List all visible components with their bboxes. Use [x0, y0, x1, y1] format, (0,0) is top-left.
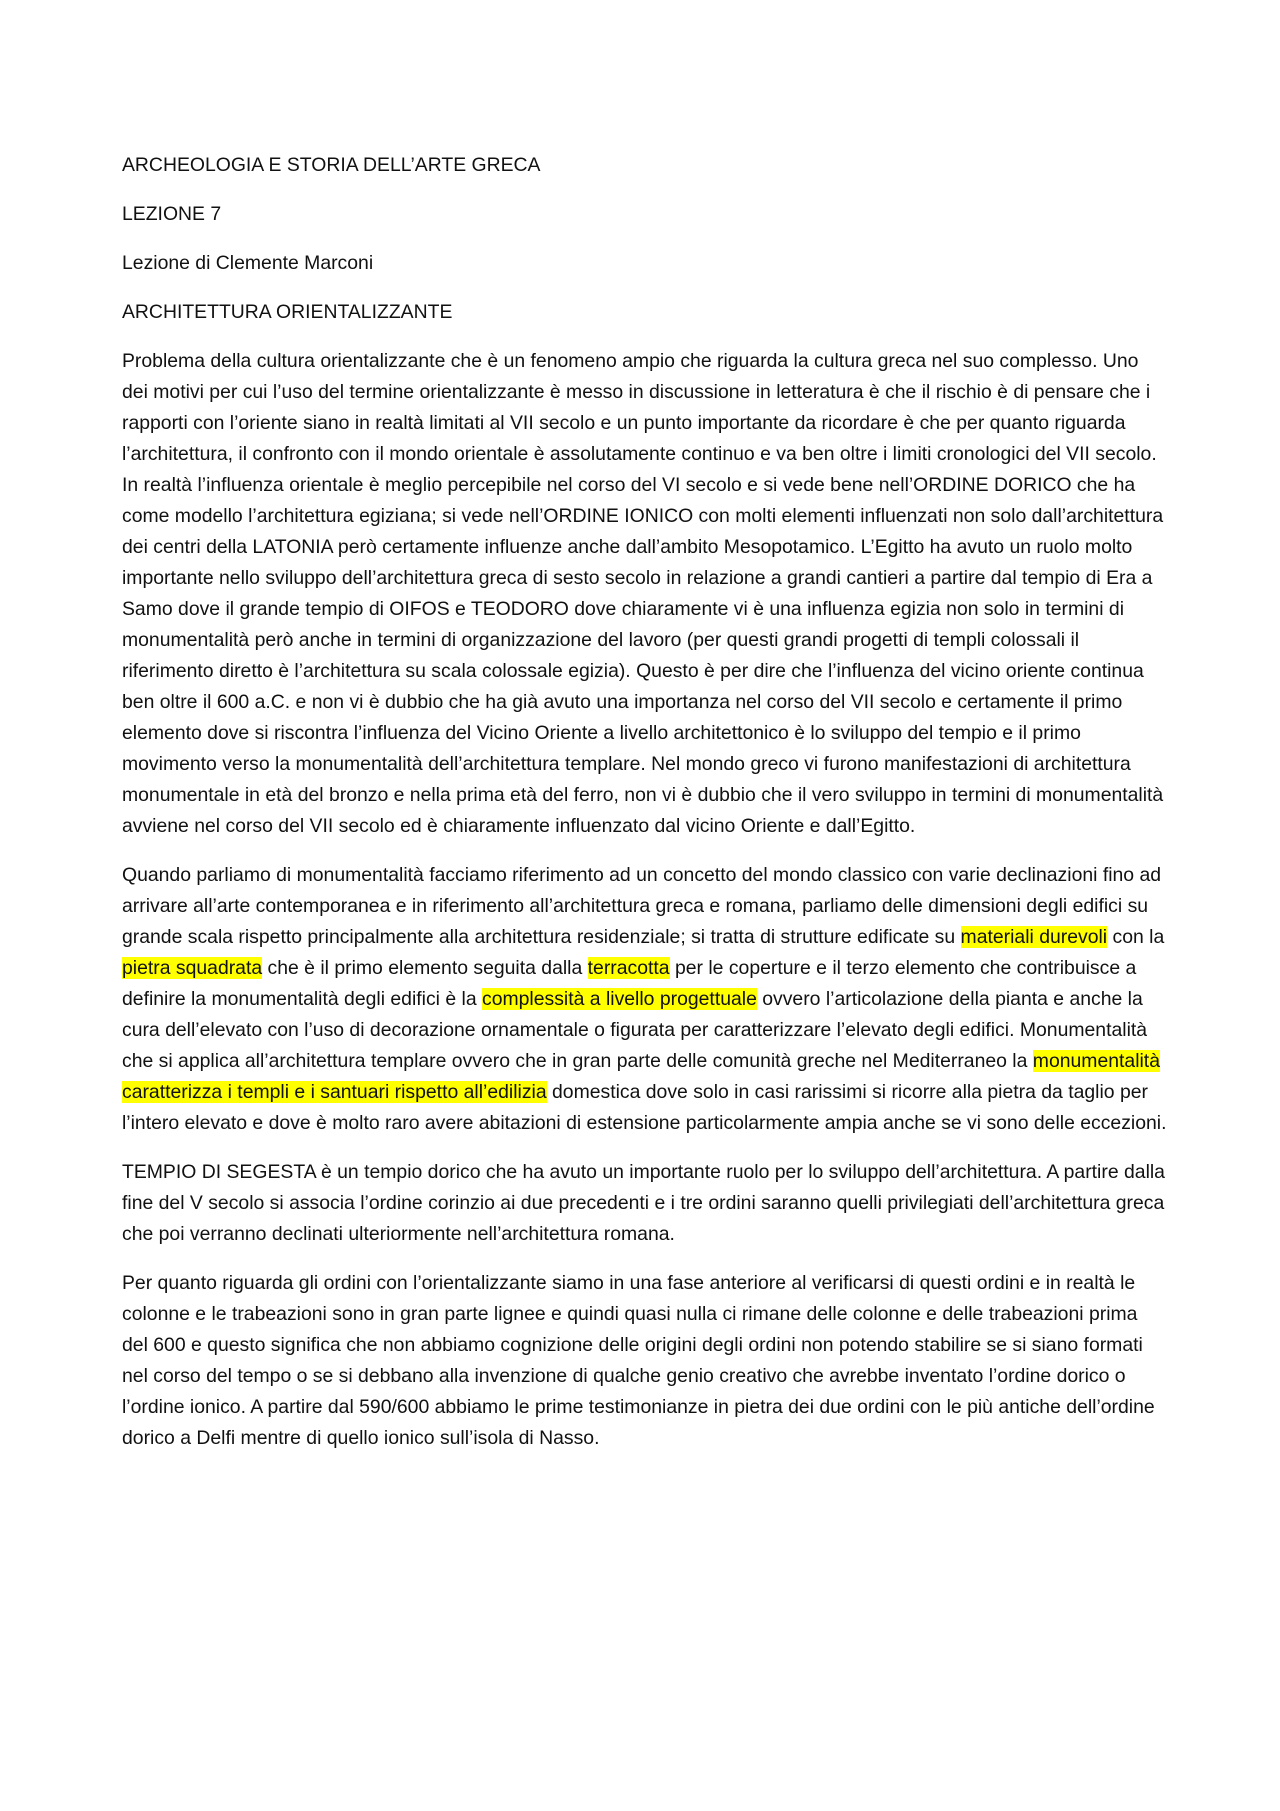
text-segment: per le coperture e il terzo elemento che contribuisce a definire la monumentalità degli edifici è la: [122, 957, 1137, 1010]
highlight-temples-monumentality: monumentalità caratterizza i templi e i santuari rispetto all’edilizia: [122, 1050, 1160, 1103]
highlight-design-complexity: complessità a livello progettuale: [482, 988, 757, 1010]
highlight-squared-stone: pietra squadrata: [122, 957, 263, 979]
paragraph-temple-segesta: TEMPIO DI SEGESTA è un tempio dorico che ha avuto un importante ruolo per lo sviluppo dell’architettura. A partire dalla fine del V secolo si associa l’ordine corinzio ai due precedenti e i tre ordini saranno quelli privilegiati dell’architettura greca che poi verranno declinati ulteriormente nell’architettura romana.: [122, 1161, 1165, 1245]
text-segment: domestica dove solo in casi rarissimi si ricorre alla pietra da taglio per l’intero elevato e dove è molto raro avere abitazioni di estensione particolarmente ampia anche se vi sono delle eccezioni.: [122, 1081, 1167, 1134]
text-segment: Quando parliamo di monumentalità facciamo riferimento ad un concetto del mondo classico con varie declinazioni fino ad arrivare all’arte contemporanea e in riferimento all’architettura greca e romana, parliamo delle dimensioni degli edifici su grande scala rispetto principalmente alla architettura residenziale; si tratta di strutture edificate su: [122, 864, 1162, 948]
text-segment: ovvero l’articolazione della pianta e anche la cura dell’elevato con l’uso di decorazione ornamentale o figurata per caratterizzare l’elevato degli edifici. Monumentalità che si applica all’architettura templare ovvero che in gran parte delle comunità greche nel Mediterraneo la: [122, 988, 1148, 1072]
lecturer-line: Lezione di Clemente Marconi: [122, 252, 374, 274]
paragraph-monumentality: [122, 860, 1168, 1139]
paragraph-orientalizing-culture: Problema della cultura orientalizzante che è un fenomeno ampio che riguarda la cultura greca nel suo complesso. Uno dei motivi per cui l’uso del termine orientalizzante è messo in discussione in letteratura è che il rischio è di pensare che i rapporti con l’oriente siano in realtà limitati al VII secolo e un punto importante da ricordare è che per quanto riguarda l’architettura, il confronto con il mondo orientale è assolutamente continuo e va ben oltre i limiti cronologici del VII secolo. In realtà l’influenza orientale è meglio percepibile nel corso del VI secolo e si vede bene nell’ORDINE DORICO che ha come modello l’architettura egiziana; si vede nell’ORDINE IONICO con molti elementi influenzati non solo dall’architettura dei centri della LATONIA però certamente influenze anche dall’ambito Mesopotamico. L’Egitto ha avuto un ruolo molto importante nello sviluppo dell’architettura greca di sesto secolo in relazione a grandi cantieri a partire dal tempio di Era a Samo dove il grande tempio di OIFOS e TEODORO dove chiaramente vi è una influenza egizia non solo in termini di monumentalità però anche in termini di organizzazione del lavoro (per questi grandi progetti di templi colossali il riferimento diretto è l’architettura su scala colossale egizia). Questo è per dire che l’influenza del vicino oriente continua ben oltre il 600 a.C. e non vi è dubbio che ha già avuto una importanza nel corso del VII secolo e certamente il primo elemento dove si riscontra l’influenza del Vicino Oriente a livello architettonico è lo sviluppo del tempio e il primo movimento verso la monumentalità dell’architettura templare. Nel mondo greco vi furono manifestazioni di architettura monumentale in età del bronzo e nella prima età del ferro, non vi è dubbio che il vero sviluppo in termini di monumentalità avviene nel corso del VII secolo ed è chiaramente influenzato dal vicino Oriente e dall’Egitto.: [122, 350, 1164, 837]
course-title: ARCHEOLOGIA E STORIA DELL’ARTE GRECA: [122, 154, 541, 176]
highlight-terracotta: terracotta: [587, 957, 670, 979]
section-title: ARCHITETTURA ORIENTALIZZANTE: [122, 301, 453, 323]
document-page: [122, 150, 1168, 1472]
lesson-number: LEZIONE 7: [122, 203, 222, 225]
text-segment: che è il primo elemento seguita dalla: [262, 957, 588, 979]
paragraph-orders-origins: Per quanto riguarda gli ordini con l’orientalizzante siamo in una fase anteriore al verificarsi di questi ordini e in realtà le colonne e le trabeazioni sono in gran parte lignee e quindi quasi nulla ci rimane delle colonne e delle trabeazioni prima del 600 e questo significa che non abbiamo cognizione delle origini degli ordini non potendo stabilire se si siano formati nel corso del tempo o se si debbano alla invenzione di qualche genio creativo che avrebbe inventato l’ordine dorico o l’ordine ionico. A partire dal 590/600 abbiamo le prime testimonianze in pietra dei due ordini con le più antiche dell’ordine dorico a Delfi mentre di quello ionico sull’isola di Nasso.: [122, 1272, 1155, 1449]
highlight-durable-materials: materiali durevoli: [960, 926, 1108, 948]
text-segment: con la: [1107, 926, 1165, 948]
